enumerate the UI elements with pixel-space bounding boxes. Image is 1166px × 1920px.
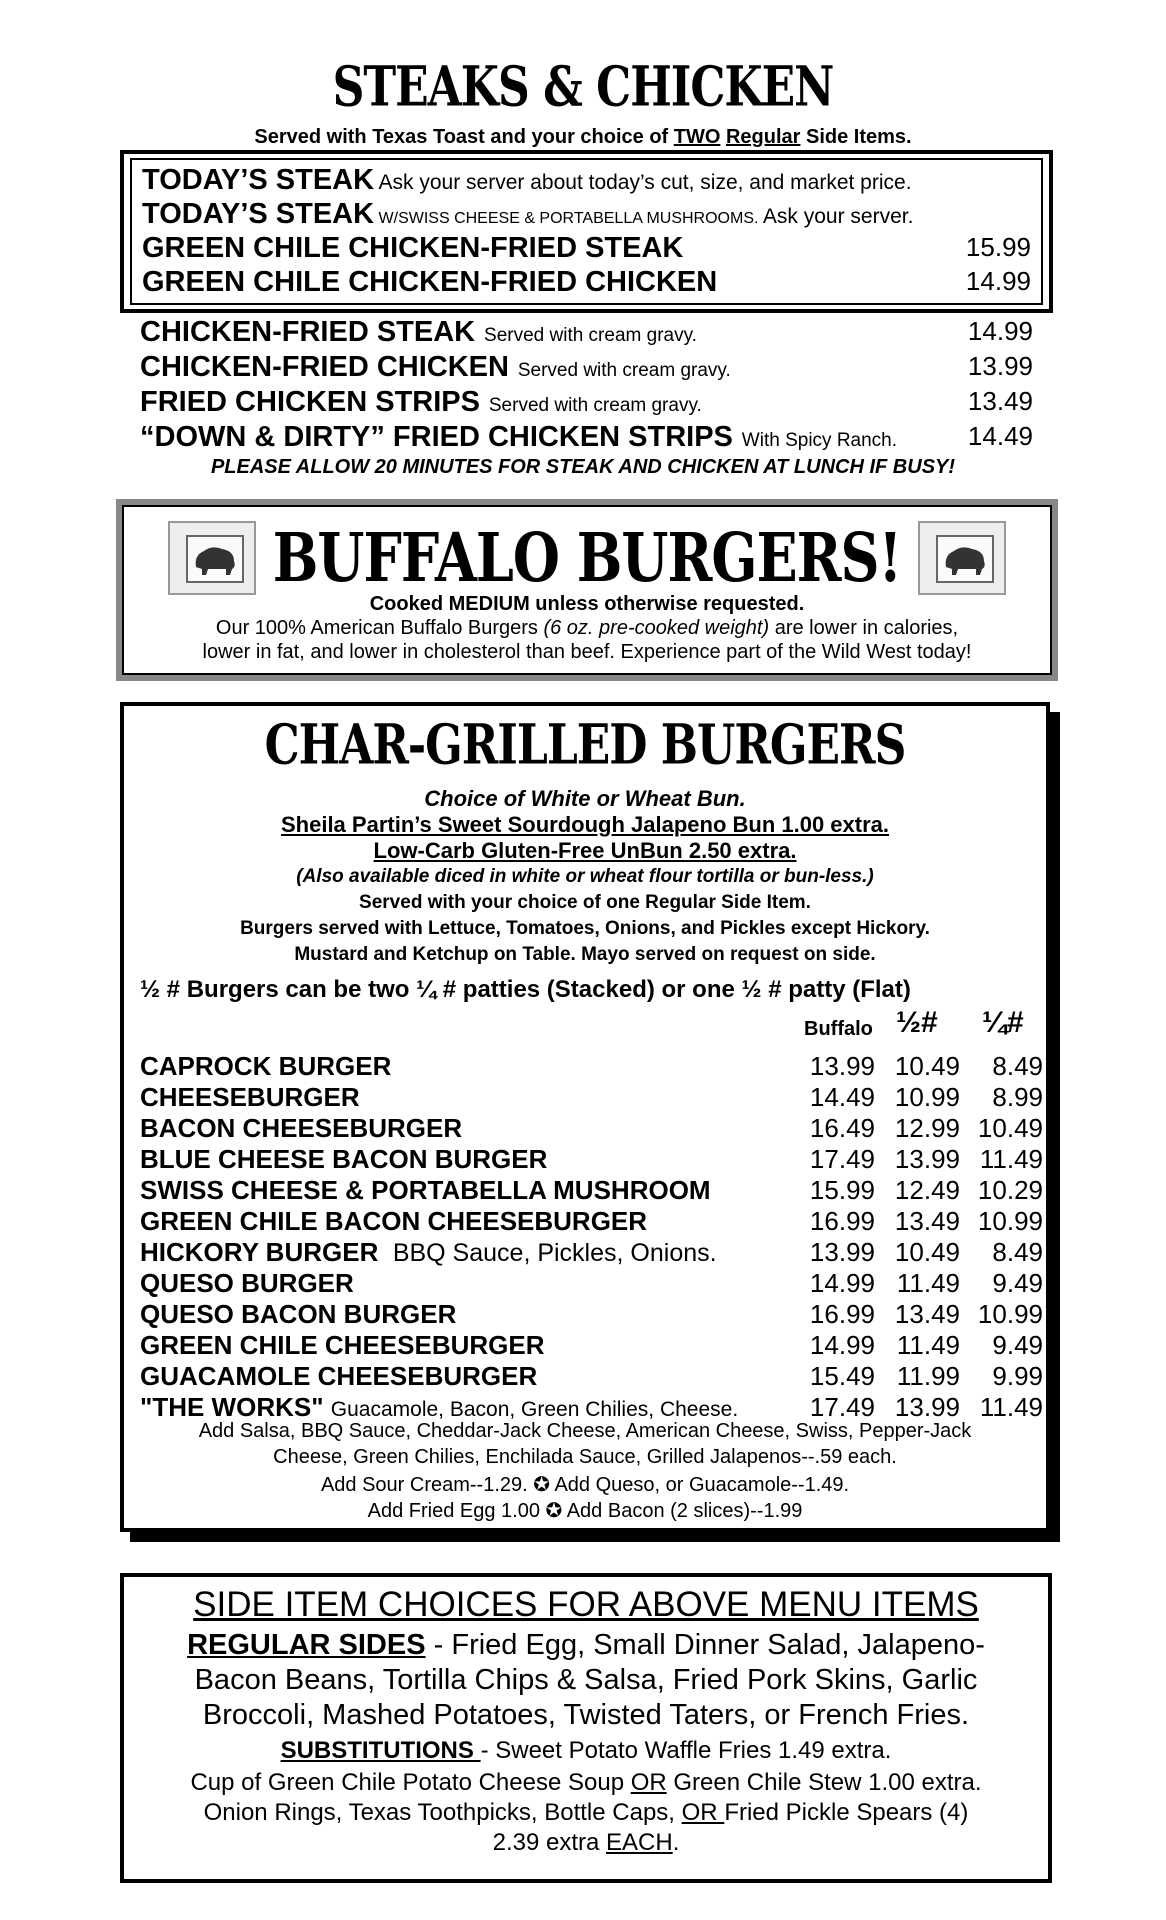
price-buffalo: 17.49 [809,1392,875,1422]
steaks-title: STEAKS & CHICKEN [332,55,834,120]
price-quarter: 8.49 [992,1237,1043,1267]
buffalo-title: BUFFALO BURGERS! [272,517,902,597]
price-quarter: 10.49 [977,1113,1043,1143]
sourdough-text: Sheila Partin’s Sweet Sourdough Jalapeno Bun 1.00 extra. [280,812,890,837]
buffalo-line-2 [124,617,1050,640]
price-half: 12.49 [894,1175,960,1205]
subtitle-two: TWO [673,126,721,148]
burger-name: BACON CHEESEBURGER [140,1113,463,1143]
burger-row [140,1113,1043,1143]
steaks-list [140,316,1033,456]
menu-row [142,164,1031,198]
price-quarter: 11.49 [979,1144,1043,1174]
steaks-feature-inner [130,158,1043,305]
rings-text: Onion Rings, Texas Toothpicks, Bottle Caps, [203,1799,682,1826]
soup-line [124,1769,1048,1797]
addons-line-2: Cheese, Green Chilies, Enchilada Sauce, Grilled Jalapenos--.59 each. [273,1446,897,1468]
price-quarter: 9.49 [992,1268,1043,1298]
addons-line-4: Add Fried Egg 1.00 ✪ Add Bacon (2 slices)--1.99 [367,1500,803,1522]
price-buffalo: 17.49 [809,1144,875,1174]
price-buffalo: 14.99 [809,1330,875,1360]
item-note-2: Ask your server. [762,205,914,228]
menu-row [140,386,1033,420]
item-name: CHICKEN-FRIED STEAK [140,316,476,348]
item-price: 13.49 [967,386,1033,416]
burger-note: Guacamole, Bacon, Green Chilies, Cheese. [330,1398,739,1421]
substitutions-label: SUBSTITUTIONS [280,1737,481,1764]
item-name: “DOWN & DIRTY” FRIED CHICKEN STRIPS [140,421,733,453]
item-price: 14.49 [967,421,1033,451]
item-note: Served with cream gravy. [517,360,731,381]
sides-title-text: SIDE ITEM CHOICES FOR ABOVE MENU ITEMS [193,1585,979,1624]
price-half: 10.99 [894,1082,960,1112]
item-note: Ask your server about today’s cut, size, and market price. [378,171,912,194]
price-half: 13.49 [894,1206,960,1236]
item-price: 13.99 [967,351,1033,381]
burgers-unbun [124,838,1046,864]
burger-name: QUESO BURGER [140,1268,354,1298]
burgers-title: CHAR-GRILLED BURGERS [264,713,906,778]
burger-name: SWISS CHEESE & PORTABELLA MUSHROOM [140,1175,711,1205]
price-half: 11.99 [896,1361,960,1391]
burger-name: "THE WORKS" [140,1392,324,1422]
price-buffalo: 13.99 [809,1237,875,1267]
price-half: 10.49 [894,1051,960,1081]
col-buffalo: Buffalo [804,1018,873,1040]
unbun-text: Low-Carb Gluten-Free UnBun 2.50 extra. [373,838,797,863]
burgers-toppings: Burgers served with Lettuce, Tomatoes, Onions, and Pickles except Hickory. [240,918,930,939]
item-note: Served with cream gravy. [484,325,697,346]
item-name: GREEN CHILE CHICKEN-FRIED STEAK [142,232,684,264]
regular-sides-line-3: Broccoli, Mashed Potatoes, Twisted Taters, or French Fries. [202,1699,970,1731]
item-name: TODAY’S STEAK [142,198,375,230]
price-quarter: 8.49 [992,1051,1043,1081]
burger-name: BLUE CHEESE BACON BURGER [140,1144,548,1174]
burger-row [140,1330,1043,1360]
buffalo-line-2-post: are lower in calories, [769,617,959,639]
extra-line [124,1829,1048,1857]
price-buffalo: 15.49 [809,1361,875,1391]
rings-text-end: Fried Pickle Spears (4) [724,1799,969,1826]
burger-name: GREEN CHILE CHEESEBURGER [140,1330,545,1360]
menu-row [140,316,1033,350]
item-note: With Spicy Ranch. [741,430,898,451]
burger-row [140,1392,1043,1422]
price-half: 12.99 [894,1113,960,1143]
burger-row [140,1237,1043,1267]
burgers-condiments: Mustard and Ketchup on Table. Mayo served on request on side. [294,944,876,965]
burger-row [140,1175,1043,1205]
burger-row [140,1051,1043,1081]
menu-row [140,421,1033,455]
price-buffalo: 14.49 [809,1082,875,1112]
price-buffalo: 14.99 [809,1268,875,1298]
substitutions-text: - Sweet Potato Waffle Fries 1.49 extra. [480,1737,892,1764]
sides-title [124,1585,1048,1625]
menu-row [142,232,1031,266]
burger-row [140,1206,1043,1236]
extra-each: EACH [606,1829,673,1856]
rings-line [124,1799,1048,1827]
item-name: FRIED CHICKEN STRIPS [140,386,480,418]
buffalo-line-3: lower in fat, and lower in cholesterol than beef. Experience part of the Wild West today! [202,641,972,663]
item-name: TODAY’S STEAK [142,164,375,196]
burger-name: HICKORY BURGER [140,1237,379,1267]
regular-sides-line-1 [124,1629,1048,1662]
soup-text: Cup of Green Chile Potato Cheese Soup [190,1769,631,1796]
burgers-bun: Choice of White or Wheat Bun. [424,786,746,811]
burger-name: CAPROCK BURGER [140,1051,392,1081]
steaks-subtitle [0,126,1166,149]
substitutions-line [124,1737,1048,1765]
item-price: 15.99 [965,232,1031,262]
addons-line-1: Add Salsa, BBQ Sauce, Cheddar-Jack Cheese, American Cheese, Swiss, Pepper-Jack [198,1420,972,1442]
steaks-title-wrap [0,55,1166,120]
steaks-warning: PLEASE ALLOW 20 MINUTES FOR STEAK AND CHICKEN AT LUNCH IF BUSY! [210,456,956,478]
price-buffalo: 15.99 [809,1175,875,1205]
subtitle-text: Served with Texas Toast and your choice of [254,126,674,148]
burger-row [140,1144,1043,1174]
item-note: Served with cream gravy. [488,395,702,416]
item-price: 14.99 [965,266,1031,296]
col-quarter: ¼# [982,1006,1024,1039]
buffalo-weight: (6 oz. pre-cooked weight) [543,617,770,639]
soup-text-end: Green Chile Stew 1.00 extra. [666,1769,982,1796]
burgers-patties: ½ # Burgers can be two ¼ # patties (Stacked) or one ½ # patty (Flat) [140,976,911,1003]
subtitle-end: Side Items. [800,126,912,148]
buffalo-line-2-pre: Our 100% American Buffalo Burgers [215,617,544,639]
price-quarter: 10.99 [977,1299,1043,1329]
price-quarter: 11.49 [979,1392,1043,1422]
item-price: 14.99 [967,316,1033,346]
burgers-tortilla: (Also available diced in white or wheat flour tortilla or bun-less.) [296,866,874,887]
buffalo-title-wrap [124,517,1050,597]
burgers-box [120,702,1050,1532]
item-name: GREEN CHILE CHICKEN-FRIED CHICKEN [142,266,718,298]
burgers-column-headers [140,1006,1036,1046]
burger-row [140,1082,1043,1112]
price-buffalo: 16.99 [809,1299,875,1329]
buffalo-box [116,499,1058,681]
burger-note: BBQ Sauce, Pickles, Onions. [392,1239,717,1267]
price-quarter: 10.99 [977,1206,1043,1236]
col-half: ½# [896,1006,938,1039]
sides-box [120,1573,1052,1883]
item-name: CHICKEN-FRIED CHICKEN [140,351,509,383]
price-buffalo: 16.49 [809,1113,875,1143]
burger-name: QUESO BACON BURGER [140,1299,457,1329]
addons-line-3: Add Sour Cream--1.29. ✪ Add Queso, or Guacamole--1.49. [320,1474,850,1496]
burger-name: GREEN CHILE BACON CHEESEBURGER [140,1206,648,1236]
burger-row [140,1268,1043,1298]
price-half: 10.49 [894,1237,960,1267]
price-quarter: 9.99 [992,1361,1043,1391]
burger-name: GUACAMOLE CHEESEBURGER [140,1361,538,1391]
burgers-sourdough [124,812,1046,838]
burger-row [140,1299,1043,1329]
price-quarter: 9.49 [992,1330,1043,1360]
price-buffalo: 13.99 [809,1051,875,1081]
buffalo-line-1: Cooked MEDIUM unless otherwise requested. [369,593,805,615]
buffalo-inner [122,505,1052,675]
soup-or: OR [630,1769,667,1796]
regular-sides-label: REGULAR SIDES [187,1629,426,1661]
price-buffalo: 16.99 [809,1206,875,1236]
price-half: 13.99 [894,1392,960,1422]
price-half: 11.49 [896,1268,960,1298]
burgers-side: Served with your choice of one Regular Side Item. [359,892,811,913]
steaks-feature-box [120,150,1053,313]
item-note: W/SWISS CHEESE & PORTABELLA MUSHROOMS. [378,210,759,227]
price-half: 13.99 [894,1144,960,1174]
regular-sides-line-2: Bacon Beans, Tortilla Chips & Salsa, Fried Pork Skins, Garlic [194,1664,978,1696]
burgers-title-wrap [124,713,1046,778]
menu-row [142,266,1031,300]
price-half: 13.49 [894,1299,960,1329]
burgers-list [140,1051,1043,1451]
price-quarter: 8.99 [992,1082,1043,1112]
menu-row [140,351,1033,385]
burger-name: CHEESEBURGER [140,1082,360,1112]
menu-row [142,198,1031,232]
burger-row [140,1361,1043,1391]
price-half: 11.49 [896,1330,960,1360]
subtitle-regular: Regular [725,126,801,148]
rings-or: OR [681,1799,725,1826]
steaks-feature-rows [142,160,1031,310]
price-quarter: 10.29 [977,1175,1043,1205]
regular-sides-text: - Fried Egg, Small Dinner Salad, Jalapeno- [425,1629,985,1661]
extra-text: 2.39 extra [492,1829,607,1856]
extra-period: . [672,1829,680,1856]
